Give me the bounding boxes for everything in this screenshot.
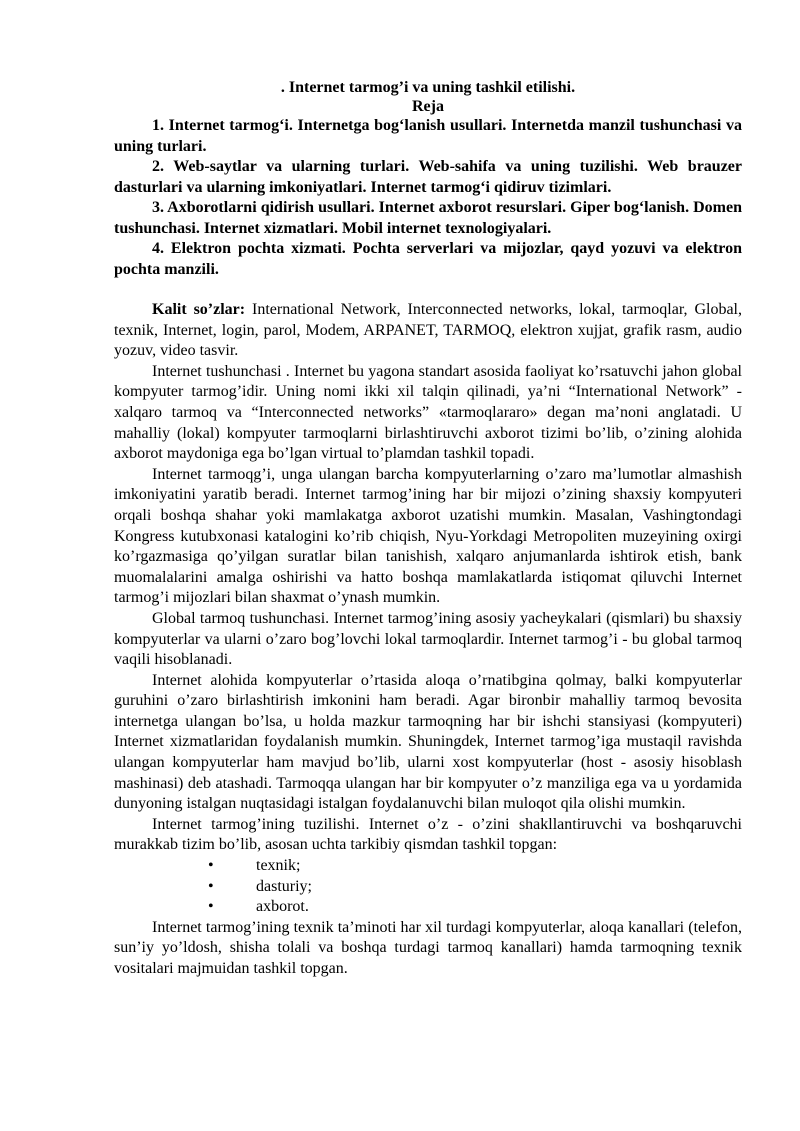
bullet-item [114, 897, 742, 918]
keywords-label: Kalit so’zlar: [152, 301, 246, 318]
paragraph-internet-network: Internet tarmoqg’i, unga ulangan barcha kompyuterlarning o’zaro ma’lumotlar almashish imkoniyatini yaratib beradi. Internet tarmog’ining har bir mijozi o’zining shaxsiy kompyuteri orqali boshqa shahar yoki mamlakatga axborot uzatishi mumkin. Masalan, Vashingtondagi Kongress kutubxonasi katalogini ko’rib chiqish, Nyu-Yorkdagi Metropoliten muzeyining oxirgi ko’rgazmasiga qo’yilgan suratlar bilan tanishish, xalqaro anjumanlarda ishtirok etish, bank muomalalarini amalga oshirishi va hatto boshqa mamlakatlarda istiqomat qiluvchi Internet tarmog’i mijozlari bilan shaxmat o’ynash mumkin. [114, 465, 742, 607]
plan-item-2: 2. Web-saytlar va ularning turlari. Web-sahifa va uning tuzilishi. Web brauzer dasturlari va ularning imkoniyatlari. Internet tarmog‘i qidiruv tizimlari. [114, 158, 742, 196]
structure-bullet-list [114, 856, 742, 918]
document-title: . Internet tarmog’i va uning tashkil etilishi. [280, 79, 576, 96]
bullet-text: axborot. [256, 898, 309, 916]
paragraph-structure: Internet tarmog’ining tuzilishi. Internet o’z - o’zini shakllantiruvchi va boshqaruvchi murakkab tizim bo’lib, asosan uchta tarkibiy qismdan tashkil topgan: [114, 815, 742, 854]
bullet-item [114, 856, 742, 877]
bullet-item [114, 877, 742, 898]
bullet-dot: • [208, 857, 214, 875]
plan-item-3: 3. Axborotlarni qidirish usullari. Internet axborot resurslari. Giper bog‘lanish. Domen tushunchasi. Internet xizmatlari. Mobil internet texnologiyalari. [114, 199, 742, 237]
paragraph-technical-support: Internet tarmog’ining texnik ta’minoti har xil turdagi kompyuterlar, aloqa kanallari (telefon, sun’iy yo’ldosh, shisha tolali va boshqa turdagi tarmoq kanallari) hamda tarmoqning texnik vositalari majmuidan tashkil topgan. [114, 918, 742, 977]
document-page [114, 78, 742, 980]
paragraph-connections: Internet alohida kompyuterlar o’rtasida aloqa o’rnatibgina qolmay, balki kompyuterlar guruhini o’zaro birlashtirish imkonini ham beradi. Agar bironbir mahalliy tarmoq bevosita internetga ulangan bo’lsa, u holda mazkur tarmoqning har bir ishchi stansiyasi (kompyuteri) Internet xizmatlaridan foydalanish mumkin. Shuningdek, Internet tarmog’iga mustaqil ravishda ulangan kompyuterlar ham mavjud bo’lib, ularni xost kompyuterlar (host - asosiy hisoblash mashinasi) deb atashadi. Tarmoqqa ulangan har bir kompyuter o’z manziliga ega va u yordamida dunyoning istalgan nuqtasidagi istalgan foydalanuvchi bilan muloqot qila olishi mumkin. [114, 671, 742, 813]
plan-heading: Reja [412, 98, 444, 115]
bullet-dot: • [208, 898, 214, 916]
bullet-dot: • [208, 877, 214, 895]
paragraph-global-network: Global tarmoq tushunchasi. Internet tarmog’ining asosiy yacheykalari (qismlari) bu shaxsiy kompyuterlar va ularni o’zaro bog’lovchi lokal tarmoqlardir. Internet tarmog’i - bu global tarmoq vaqili hisoblanadi. [114, 609, 742, 669]
plan-item-1: 1. Internet tarmog‘i. Internetga bog‘lanish usullari. Internetda manzil tushunchasi va uning turlari. [114, 117, 742, 155]
section-gap [114, 280, 742, 300]
keywords-paragraph [114, 300, 742, 362]
keywords-text: International Network, Interconnected networks, lokal, tarmoqlar, Global, texnik, Internet, login, parol, Modem, ARPANET, TARMOQ, elektron xujjat, grafik rasm, audio yozuv, video tasvir. [114, 301, 742, 360]
bullet-text: dasturiy; [256, 877, 312, 895]
paragraph-internet-concept: Internet tushunchasi . Internet bu yagona standart asosida faoliyat ko’rsatuvchi jahon global kompyuter tarmog’idir. Uning nomi ikki xil talqin qilinadi, ya’ni “International Network” - xalqaro tarmoq va “Interconnected networks” «tarmoqlararo» degan ma’noni anglatadi. U mahalliy (lokal) kompyuter tarmoqlarni birlashtiruvchi axborot tizimi bo’lib, o’zining alohida axborot maydoniga ega bo’lgan virtual to’plamdan tashkil topadi. [114, 362, 742, 463]
bullet-text: texnik; [256, 857, 301, 875]
plan-item-4: 4. Elektron pochta xizmati. Pochta serverlari va mijozlar, qayd yozuvi va elektron pochta manzili. [114, 240, 742, 278]
